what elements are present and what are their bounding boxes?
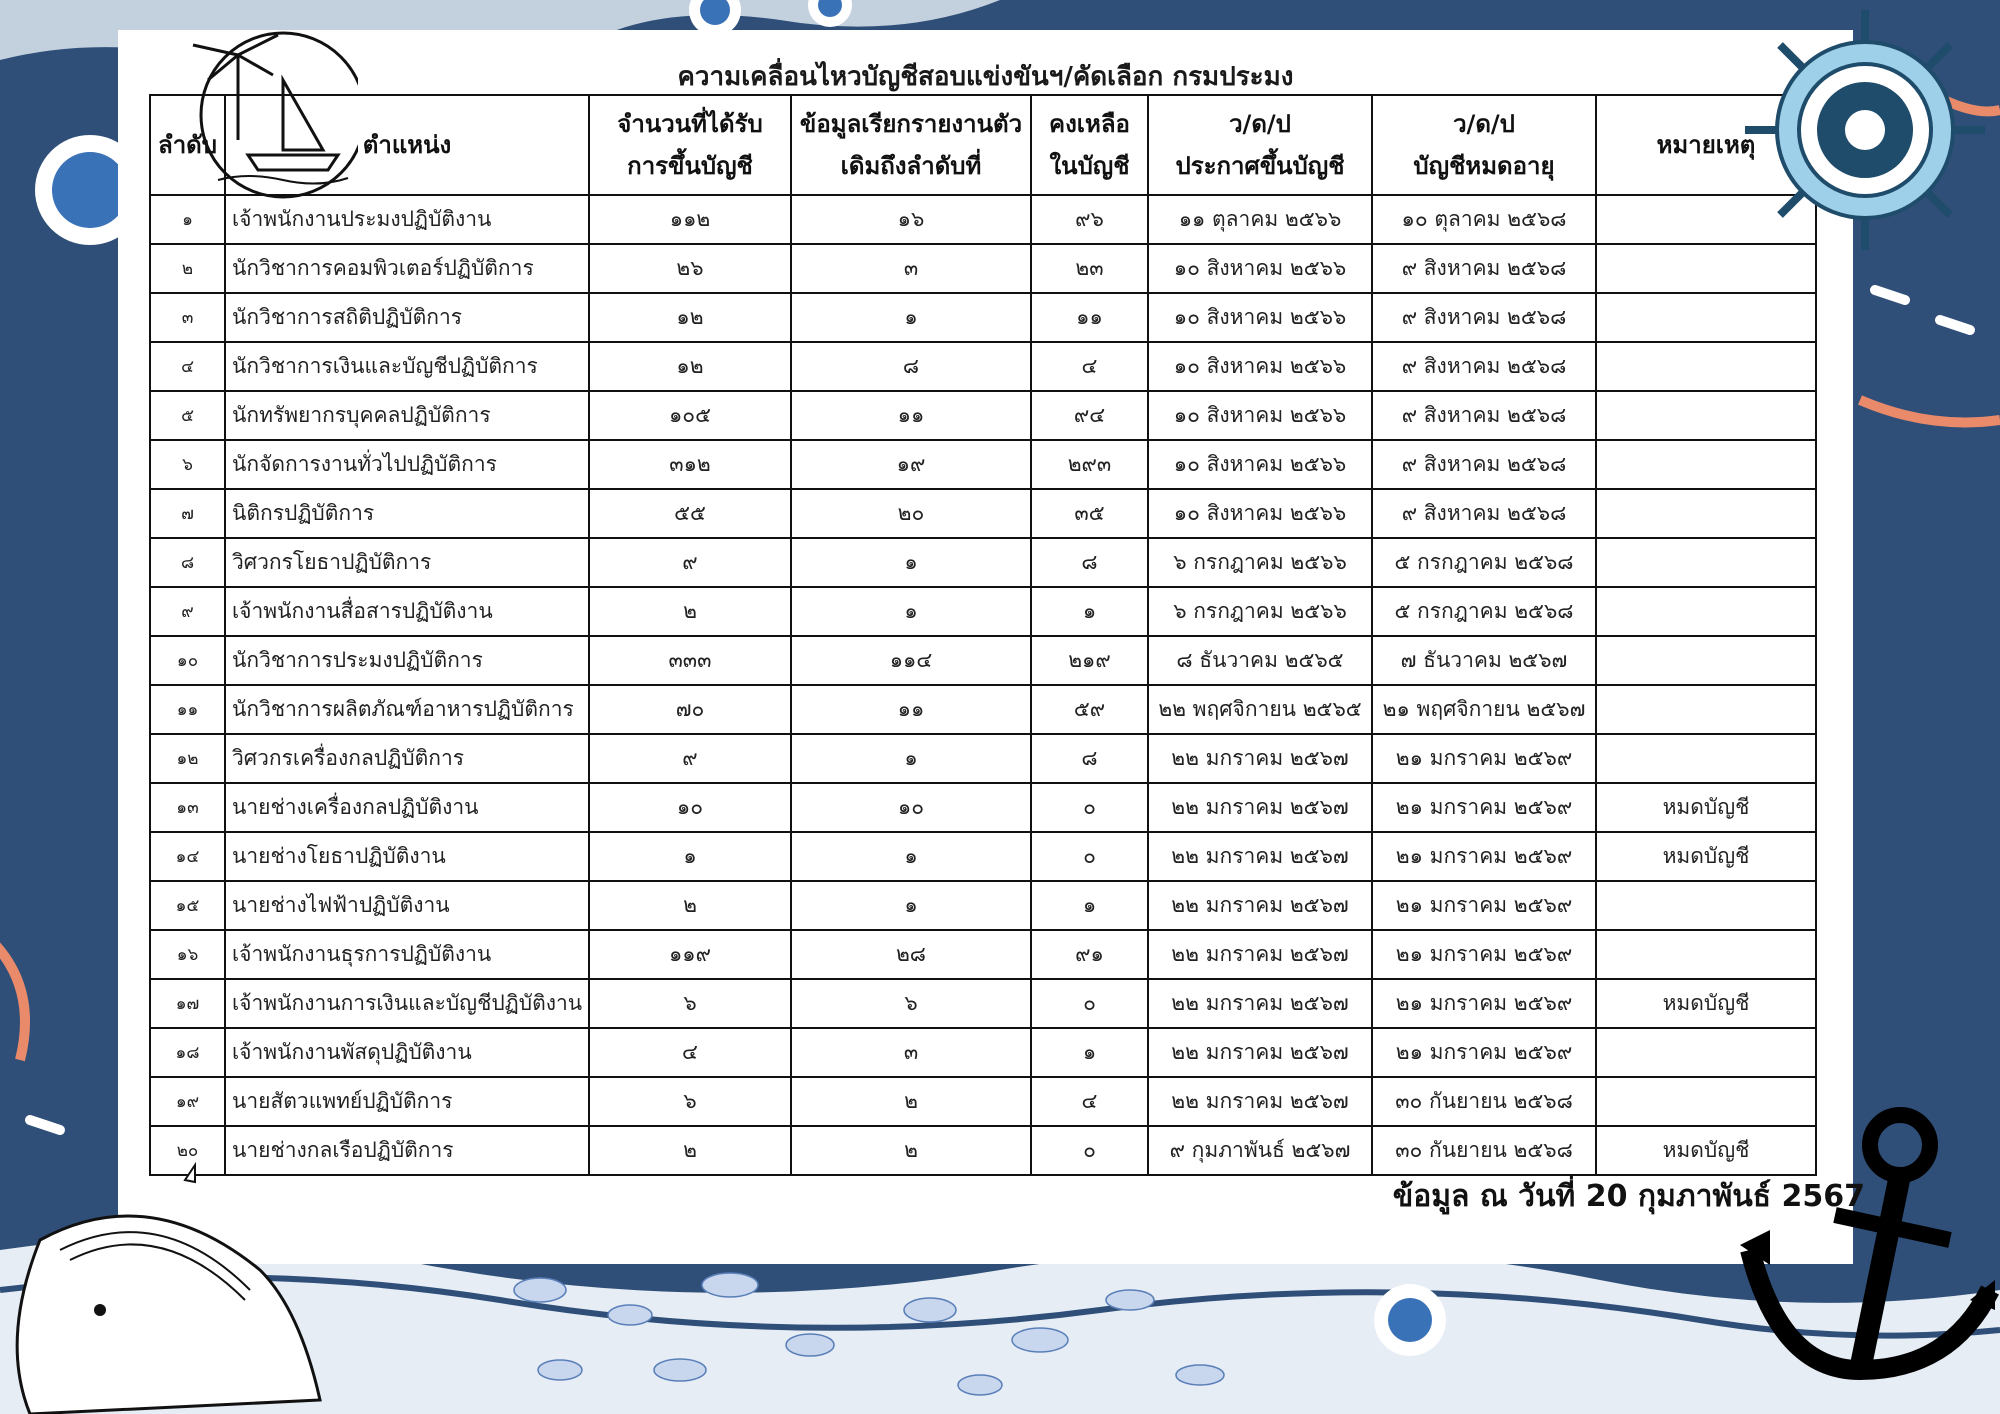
table-row	[150, 342, 1816, 391]
row-announced-date: ๒๒ มกราคม ๒๕๖๗	[1148, 1077, 1372, 1126]
row-expiry-date: ๕ กรกฎาคม ๒๕๖๘	[1372, 587, 1596, 636]
row-no: ๒	[150, 244, 225, 293]
row-announced-date: ๒๒ พฤศจิกายน ๒๕๖๕	[1148, 685, 1372, 734]
row-remaining: ๑	[1031, 587, 1148, 636]
row-note	[1596, 293, 1816, 342]
row-note: หมดบัญชี	[1596, 1126, 1816, 1175]
row-called-up-to: ๘	[791, 342, 1031, 391]
table-row	[150, 293, 1816, 342]
row-no: ๗	[150, 489, 225, 538]
row-called-up-to: ๒๘	[791, 930, 1031, 979]
table-row	[150, 881, 1816, 930]
row-announced-date: ๒๒ มกราคม ๒๕๖๗	[1148, 1028, 1372, 1077]
row-announced-date: ๒๒ มกราคม ๒๕๖๗	[1148, 979, 1372, 1028]
ship-wheel-icon	[1745, 10, 1985, 250]
row-note: หมดบัญชี	[1596, 783, 1816, 832]
table-row	[150, 783, 1816, 832]
row-expiry-date: ๒๑ มกราคม ๒๕๖๙	[1372, 1028, 1596, 1077]
document-sheet	[118, 30, 1853, 1264]
table-row	[150, 1077, 1816, 1126]
row-expiry-date: ๕ กรกฎาคม ๒๕๖๘	[1372, 538, 1596, 587]
row-no: ๖	[150, 440, 225, 489]
row-remaining: ๕๙	[1031, 685, 1148, 734]
row-no: ๔	[150, 342, 225, 391]
row-listed-count: ๒	[589, 1126, 791, 1175]
row-remaining: ๙๑	[1031, 930, 1148, 979]
row-position: เจ้าพนักงานพัสดุปฏิบัติงาน	[225, 1028, 589, 1077]
row-remaining: ๒๑๙	[1031, 636, 1148, 685]
row-remaining: ๑๑	[1031, 293, 1148, 342]
row-expiry-date: ๙ สิงหาคม ๒๕๖๘	[1372, 440, 1596, 489]
row-note	[1596, 636, 1816, 685]
row-remaining: ๐	[1031, 979, 1148, 1028]
row-no: ๓	[150, 293, 225, 342]
row-announced-date: ๙ กุมภาพันธ์ ๒๕๖๗	[1148, 1126, 1372, 1175]
header-note: หมายเหตุ	[1596, 95, 1816, 195]
row-expiry-date: ๙ สิงหาคม ๒๕๖๘	[1372, 489, 1596, 538]
row-expiry-date: ๒๑ มกราคม ๒๕๖๙	[1372, 930, 1596, 979]
row-listed-count: ๒	[589, 587, 791, 636]
row-called-up-to: ๓	[791, 1028, 1031, 1077]
header-remaining: คงเหลือ ในบัญชี	[1031, 95, 1148, 195]
row-announced-date: ๑๐ สิงหาคม ๒๕๖๖	[1148, 489, 1372, 538]
row-no: ๑๓	[150, 783, 225, 832]
data-as-of-date: ข้อมูล ณ วันที่ 20 กุมภาพันธ์ 2567	[1392, 1179, 1865, 1214]
row-listed-count: ๖	[589, 1077, 791, 1126]
row-called-up-to: ๓	[791, 244, 1031, 293]
row-announced-date: ๒๒ มกราคม ๒๕๖๗	[1148, 930, 1372, 979]
row-called-up-to: ๑	[791, 734, 1031, 783]
row-expiry-date: ๓๐ กันยายน ๒๕๖๘	[1372, 1077, 1596, 1126]
row-position: นายสัตวแพทย์ปฏิบัติการ	[225, 1077, 589, 1126]
row-expiry-date: ๒๑ มกราคม ๒๕๖๙	[1372, 832, 1596, 881]
row-listed-count: ๑๐	[589, 783, 791, 832]
row-listed-count: ๑๐๕	[589, 391, 791, 440]
row-announced-date: ๖ กรกฎาคม ๒๕๖๖	[1148, 587, 1372, 636]
row-called-up-to: ๑	[791, 293, 1031, 342]
row-announced-date: ๒๒ มกราคม ๒๕๖๗	[1148, 783, 1372, 832]
row-remaining: ๔	[1031, 342, 1148, 391]
row-no: ๑๗	[150, 979, 225, 1028]
row-announced-date: ๘ ธันวาคม ๒๕๖๕	[1148, 636, 1372, 685]
row-no: ๑๔	[150, 832, 225, 881]
row-position: นิติกรปฏิบัติการ	[225, 489, 589, 538]
row-position: วิศวกรโยธาปฏิบัติการ	[225, 538, 589, 587]
row-position: นายช่างเครื่องกลปฏิบัติงาน	[225, 783, 589, 832]
row-expiry-date: ๙ สิงหาคม ๒๕๖๘	[1372, 293, 1596, 342]
table-row	[150, 244, 1816, 293]
row-listed-count: ๕๕	[589, 489, 791, 538]
row-expiry-date: ๙ สิงหาคม ๒๕๖๘	[1372, 391, 1596, 440]
row-announced-date: ๑๐ สิงหาคม ๒๕๖๖	[1148, 440, 1372, 489]
table-row	[150, 489, 1816, 538]
row-remaining: ๒๙๓	[1031, 440, 1148, 489]
row-listed-count: ๑	[589, 832, 791, 881]
row-position: นักจัดการงานทั่วไปปฏิบัติการ	[225, 440, 589, 489]
row-announced-date: ๑๐ สิงหาคม ๒๕๖๖	[1148, 391, 1372, 440]
row-no: ๑๖	[150, 930, 225, 979]
row-called-up-to: ๑	[791, 881, 1031, 930]
table-row	[150, 832, 1816, 881]
table-row	[150, 391, 1816, 440]
row-remaining: ๘	[1031, 538, 1148, 587]
row-position: เจ้าพนักงานประมงปฏิบัติงาน	[225, 195, 589, 244]
table-row	[150, 685, 1816, 734]
row-expiry-date: ๙ สิงหาคม ๒๕๖๘	[1372, 342, 1596, 391]
table-header-row	[150, 95, 1816, 195]
row-expiry-date: ๗ ธันวาคม ๒๕๖๗	[1372, 636, 1596, 685]
row-called-up-to: ๑๐	[791, 783, 1031, 832]
row-note	[1596, 881, 1816, 930]
row-announced-date: ๖ กรกฎาคม ๒๕๖๖	[1148, 538, 1372, 587]
row-called-up-to: ๑	[791, 832, 1031, 881]
row-no: ๘	[150, 538, 225, 587]
row-note	[1596, 342, 1816, 391]
row-note	[1596, 930, 1816, 979]
row-called-up-to: ๖	[791, 979, 1031, 1028]
row-expiry-date: ๒๑ มกราคม ๒๕๖๙	[1372, 979, 1596, 1028]
row-remaining: ๐	[1031, 832, 1148, 881]
row-position: เจ้าพนักงานธุรการปฏิบัติงาน	[225, 930, 589, 979]
row-position: นักวิชาการเงินและบัญชีปฏิบัติการ	[225, 342, 589, 391]
row-expiry-date: ๓๐ กันยายน ๒๕๖๘	[1372, 1126, 1596, 1175]
row-expiry-date: ๑๐ ตุลาคม ๒๕๖๘	[1372, 195, 1596, 244]
row-listed-count: ๑๒	[589, 293, 791, 342]
table-row	[150, 979, 1816, 1028]
row-position: เจ้าพนักงานสื่อสารปฏิบัติงาน	[225, 587, 589, 636]
row-expiry-date: ๙ สิงหาคม ๒๕๖๘	[1372, 244, 1596, 293]
row-called-up-to: ๒	[791, 1126, 1031, 1175]
row-position: นักวิชาการสถิติปฏิบัติการ	[225, 293, 589, 342]
header-announced-date: ว/ด/ป ประกาศขึ้นบัญชี	[1148, 95, 1372, 195]
row-position: นายช่างไฟฟ้าปฏิบัติงาน	[225, 881, 589, 930]
table-row	[150, 538, 1816, 587]
row-announced-date: ๑๑ ตุลาคม ๒๕๖๖	[1148, 195, 1372, 244]
row-listed-count: ๖	[589, 979, 791, 1028]
table-row	[150, 636, 1816, 685]
account-movement-table	[149, 94, 1817, 1176]
row-listed-count: ๙	[589, 538, 791, 587]
row-called-up-to: ๒	[791, 1077, 1031, 1126]
row-note	[1596, 587, 1816, 636]
row-listed-count: ๒	[589, 881, 791, 930]
row-expiry-date: ๒๑ มกราคม ๒๕๖๙	[1372, 783, 1596, 832]
document-title: ความเคลื่อนไหวบัญชีสอบแข่งขันฯ/คัดเลือก กรมประมง	[677, 62, 1294, 92]
row-no: ๑	[150, 195, 225, 244]
row-remaining: ๑	[1031, 1028, 1148, 1077]
row-position: นายช่างโยธาปฏิบัติงาน	[225, 832, 589, 881]
row-listed-count: ๓๑๒	[589, 440, 791, 489]
row-note	[1596, 685, 1816, 734]
row-announced-date: ๒๒ มกราคม ๒๕๖๗	[1148, 881, 1372, 930]
row-no: ๙	[150, 587, 225, 636]
anchor-icon	[1740, 1100, 2000, 1400]
table-row	[150, 930, 1816, 979]
row-position: นายช่างกลเรือปฏิบัติการ	[225, 1126, 589, 1175]
row-expiry-date: ๒๑ พฤศจิกายน ๒๕๖๗	[1372, 685, 1596, 734]
table-row	[150, 734, 1816, 783]
row-no: ๑๒	[150, 734, 225, 783]
row-called-up-to: ๑๑๔	[791, 636, 1031, 685]
row-announced-date: ๑๐ สิงหาคม ๒๕๖๖	[1148, 293, 1372, 342]
row-no: ๑๐	[150, 636, 225, 685]
row-announced-date: ๑๐ สิงหาคม ๒๕๖๖	[1148, 244, 1372, 293]
row-called-up-to: ๑๖	[791, 195, 1031, 244]
row-called-up-to: ๒๐	[791, 489, 1031, 538]
row-note	[1596, 440, 1816, 489]
row-note	[1596, 538, 1816, 587]
row-expiry-date: ๒๑ มกราคม ๒๕๖๙	[1372, 734, 1596, 783]
row-no: ๒๐	[150, 1126, 225, 1175]
header-called-up-to: ข้อมูลเรียกรายงานตัว เดิมถึงลำดับที่	[791, 95, 1031, 195]
row-called-up-to: ๑๙	[791, 440, 1031, 489]
row-note: หมดบัญชี	[1596, 979, 1816, 1028]
row-listed-count: ๔	[589, 1028, 791, 1077]
row-position: เจ้าพนักงานการเงินและบัญชีปฏิบัติงาน	[225, 979, 589, 1028]
row-position: นักวิชาการคอมพิวเตอร์ปฏิบัติการ	[225, 244, 589, 293]
row-remaining: ๙๔	[1031, 391, 1148, 440]
row-no: ๑๑	[150, 685, 225, 734]
row-position: วิศวกรเครื่องกลปฏิบัติการ	[225, 734, 589, 783]
row-called-up-to: ๑	[791, 587, 1031, 636]
row-position: นักทรัพยากรบุคคลปฏิบัติการ	[225, 391, 589, 440]
row-no: ๕	[150, 391, 225, 440]
row-announced-date: ๒๒ มกราคม ๒๕๖๗	[1148, 832, 1372, 881]
row-remaining: ๘	[1031, 734, 1148, 783]
row-listed-count: ๒๖	[589, 244, 791, 293]
row-position: นักวิชาการผลิตภัณฑ์อาหารปฏิบัติการ	[225, 685, 589, 734]
row-listed-count: ๑๑๙	[589, 930, 791, 979]
row-listed-count: ๑๑๒	[589, 195, 791, 244]
row-note	[1596, 1028, 1816, 1077]
row-note	[1596, 391, 1816, 440]
row-remaining: ๙๖	[1031, 195, 1148, 244]
row-no: ๑๘	[150, 1028, 225, 1077]
island-sailboat-icon	[88, 20, 358, 210]
row-no: ๑๙	[150, 1077, 225, 1126]
row-listed-count: ๗๐	[589, 685, 791, 734]
row-remaining: ๑	[1031, 881, 1148, 930]
row-listed-count: ๑๒	[589, 342, 791, 391]
row-remaining: ๐	[1031, 783, 1148, 832]
row-remaining: ๐	[1031, 1126, 1148, 1175]
row-announced-date: ๑๐ สิงหาคม ๒๕๖๖	[1148, 342, 1372, 391]
header-position: ตำแหน่ง	[225, 95, 589, 195]
table-row	[150, 195, 1816, 244]
header-expiry-date: ว/ด/ป บัญชีหมดอายุ	[1372, 95, 1596, 195]
row-remaining: ๒๓	[1031, 244, 1148, 293]
row-note	[1596, 489, 1816, 538]
row-listed-count: ๙	[589, 734, 791, 783]
table-row	[150, 1028, 1816, 1077]
row-announced-date: ๒๒ มกราคม ๒๕๖๗	[1148, 734, 1372, 783]
row-no: ๑๕	[150, 881, 225, 930]
table-row	[150, 440, 1816, 489]
header-listed-count: จำนวนที่ได้รับ การขึ้นบัญชี	[589, 95, 791, 195]
row-note	[1596, 244, 1816, 293]
fish-school-icon	[480, 1260, 1300, 1410]
row-position: นักวิชาการประมงปฏิบัติการ	[225, 636, 589, 685]
whale-icon	[0, 1160, 330, 1414]
row-called-up-to: ๑๑	[791, 685, 1031, 734]
header-no: ลำดับ	[150, 95, 225, 195]
table-row	[150, 1126, 1816, 1175]
row-listed-count: ๓๓๓	[589, 636, 791, 685]
row-called-up-to: ๑	[791, 538, 1031, 587]
table-row	[150, 587, 1816, 636]
row-called-up-to: ๑๑	[791, 391, 1031, 440]
row-note	[1596, 734, 1816, 783]
row-expiry-date: ๒๑ มกราคม ๒๕๖๙	[1372, 881, 1596, 930]
row-remaining: ๔	[1031, 1077, 1148, 1126]
row-remaining: ๓๕	[1031, 489, 1148, 538]
row-note: หมดบัญชี	[1596, 832, 1816, 881]
